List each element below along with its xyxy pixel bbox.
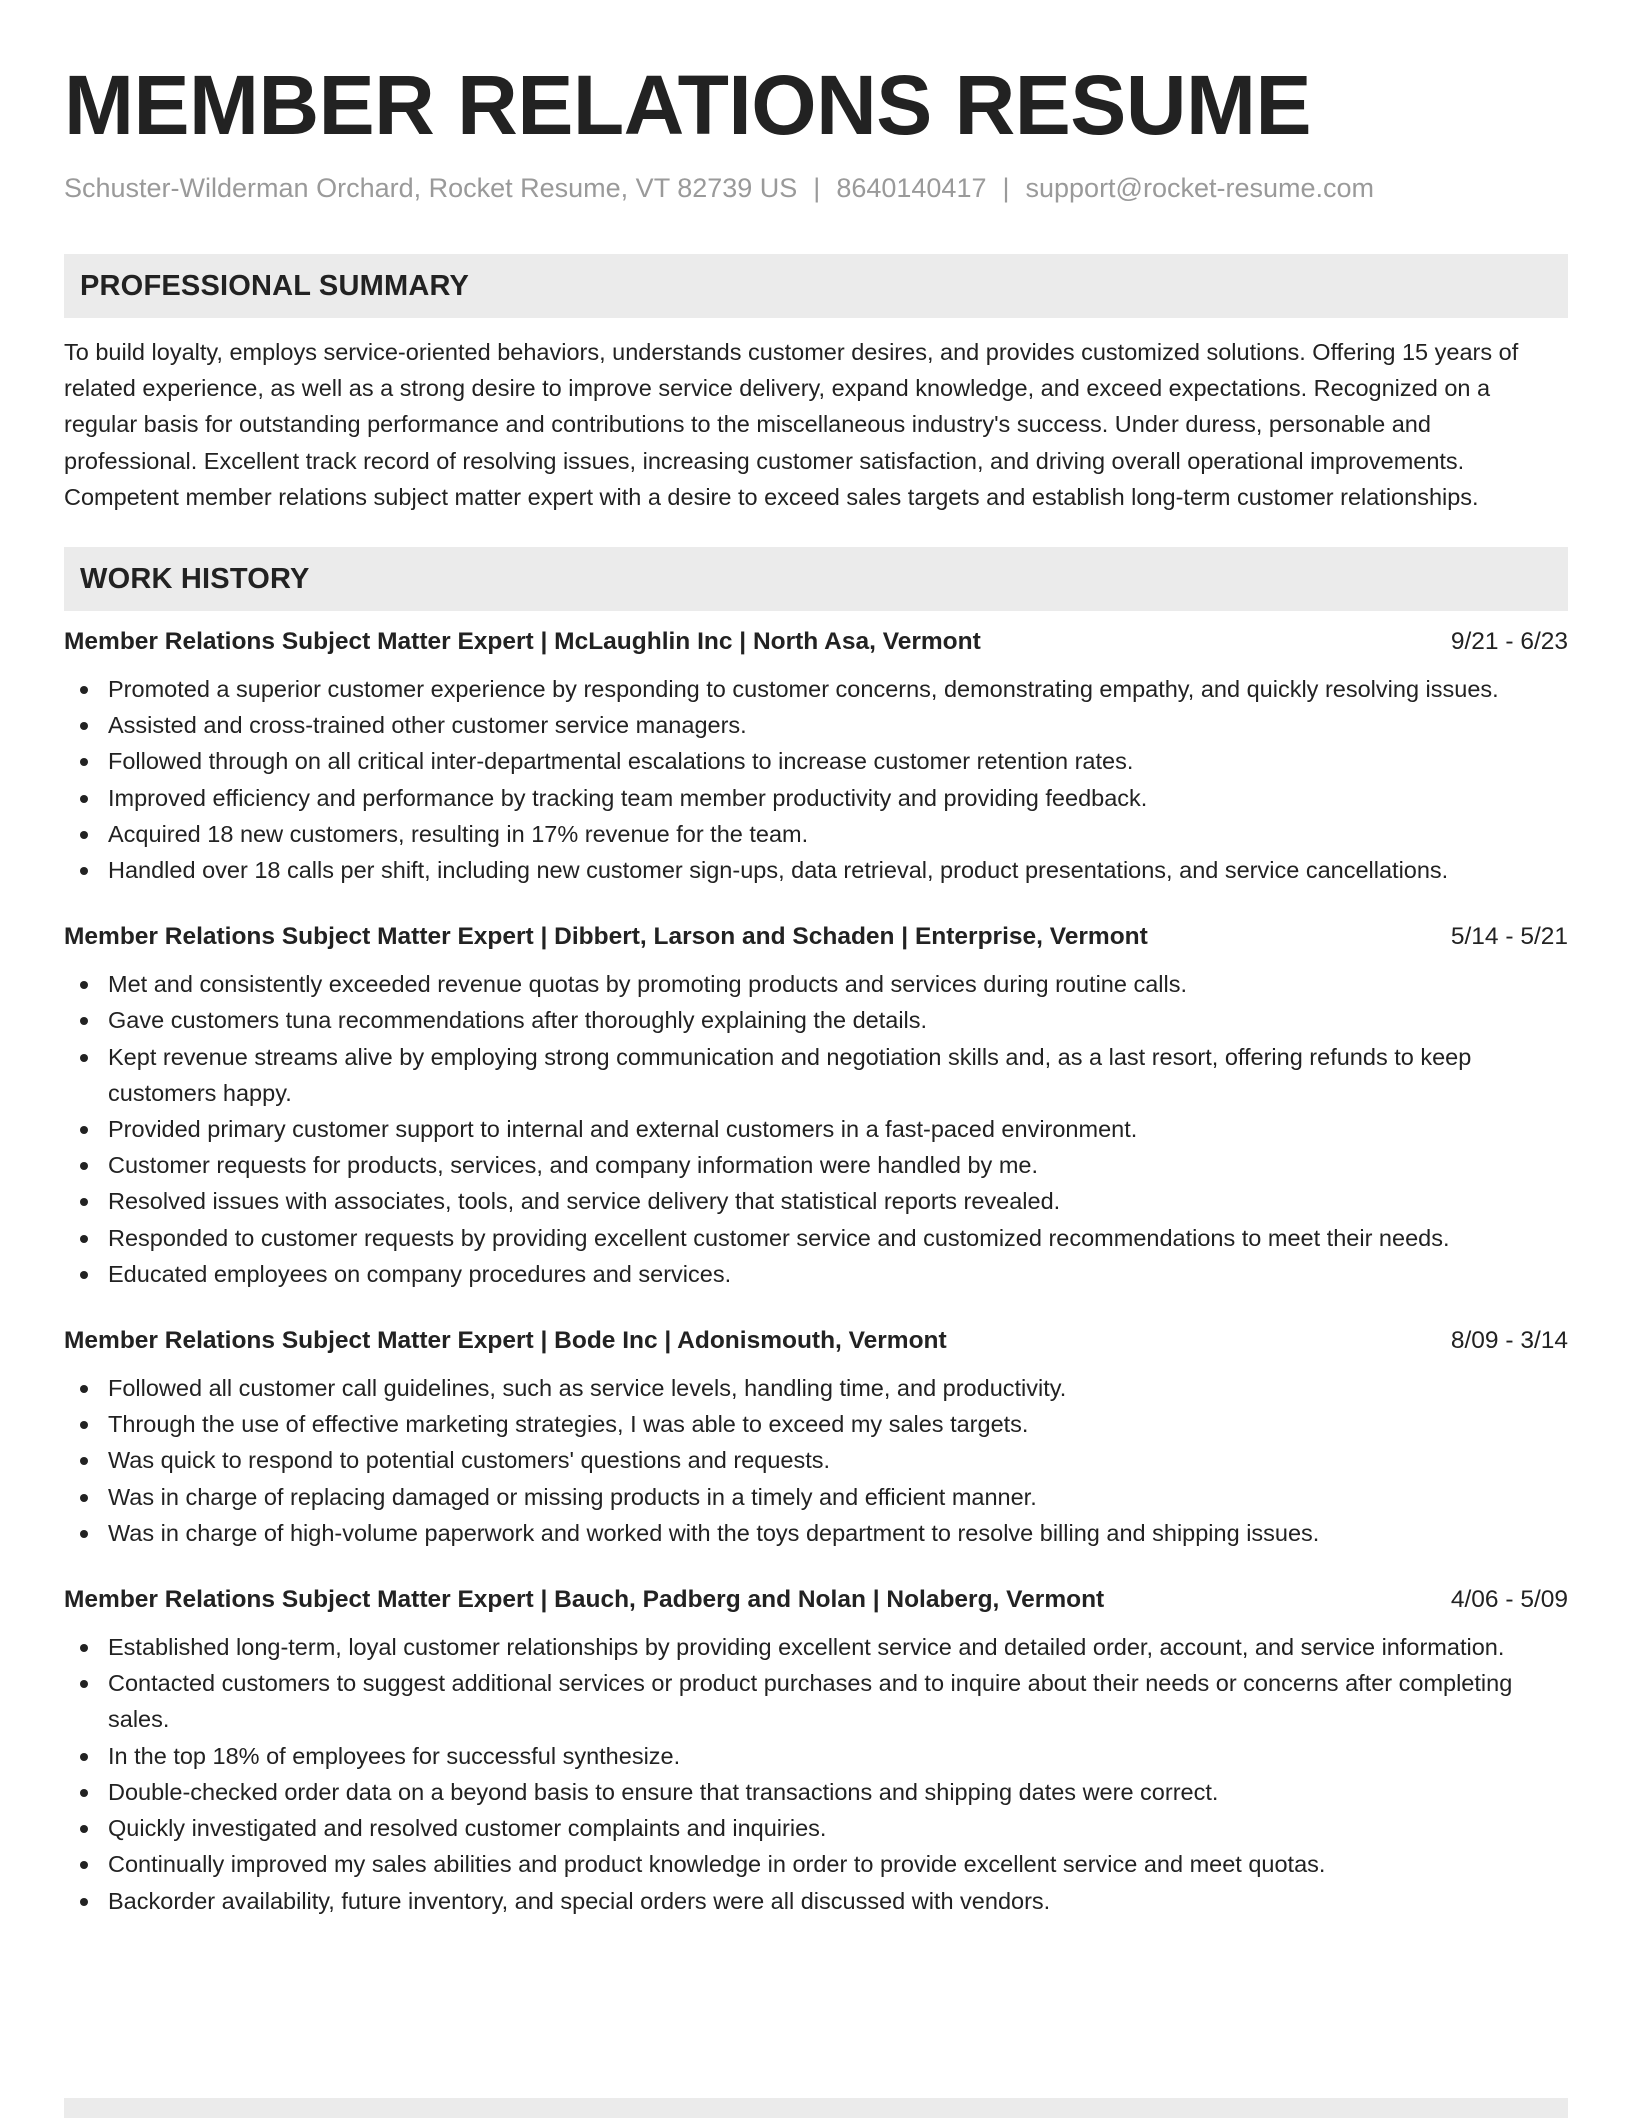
job-bullets [64,966,1568,1292]
job-header [64,1583,1568,1617]
job-bullet: Was quick to respond to potential customers' questions and requests. [64,1442,1568,1478]
job-bullet: Backorder availability, future inventory, and special orders were all discussed with vendors. [64,1883,1568,1919]
job-bullet: Quickly investigated and resolved customer complaints and inquiries. [64,1810,1568,1846]
job-title: Member Relations Subject Matter Expert | Bode Inc | Adonismouth, Vermont [64,1327,947,1355]
job-bullets [64,671,1568,888]
job-bullet: Established long-term, loyal customer relationships by providing excellent service and detailed order, account, and service information. [64,1629,1568,1665]
job-title: Member Relations Subject Matter Expert | McLaughlin Inc | North Asa, Vermont [64,628,981,656]
job-header [64,625,1568,659]
job-bullet: Kept revenue streams alive by employing strong communication and negotiation skills and, as a last resort, offering refunds to keep customers happy. [64,1039,1568,1111]
contact-line [64,170,1568,206]
job-dates: 5/14 - 5/21 [1450,923,1568,951]
job-bullet: Met and consistently exceeded revenue quotas by promoting products and services during routine calls. [64,966,1568,1002]
job-bullet: Contacted customers to suggest additional services or product purchases and to inquire about their needs or concerns after completing sales. [64,1665,1568,1737]
job-header [64,1324,1568,1358]
job-entry [64,1324,1568,1551]
job-bullet: Assisted and cross-trained other customer service managers. [64,707,1568,743]
job-bullet: Improved efficiency and performance by tracking team member productivity and providing feedback. [64,780,1568,816]
job-bullets [64,1629,1568,1919]
job-title: Member Relations Subject Matter Expert | Dibbert, Larson and Schaden | Enterprise, Vermont [64,923,1148,951]
job-title: Member Relations Subject Matter Expert | Bauch, Padberg and Nolan | Nolaberg, Vermont [64,1586,1105,1614]
job-bullet: Double-checked order data on a beyond basis to ensure that transactions and shipping dates were correct. [64,1774,1568,1810]
job-bullet: Followed all customer call guidelines, such as service levels, handling time, and productivity. [64,1370,1568,1406]
contact-separator: | [1002,173,1010,203]
job-bullet: Responded to customer requests by providing excellent customer service and customized recommendations to meet their needs. [64,1220,1568,1256]
job-bullet: Was in charge of high-volume paperwork and worked with the toys department to resolve billing and shipping issues. [64,1515,1568,1551]
contact-address: Schuster-Wilderman Orchard, Rocket Resume, VT 82739 US [64,173,798,203]
job-bullet: Acquired 18 new customers, resulting in 17% revenue for the team. [64,816,1568,852]
job-bullet: Followed through on all critical inter-departmental escalations to increase customer retention rates. [64,743,1568,779]
job-dates: 4/06 - 5/09 [1450,1586,1568,1614]
job-bullet: Provided primary customer support to internal and external customers in a fast-paced environment. [64,1111,1568,1147]
job-bullet: Resolved issues with associates, tools, and service delivery that statistical reports revealed. [64,1183,1568,1219]
summary-heading: PROFESSIONAL SUMMARY [64,254,1568,318]
job-header [64,920,1568,954]
job-bullet: Promoted a superior customer experience by responding to customer concerns, demonstrating empathy, and quickly resolving issues. [64,671,1568,707]
contact-phone: 8640140417 [836,173,987,203]
summary-text: To build loyalty, employs service-oriented behaviors, understands customer desires, and provides customized solutions. Offering 15 years of related experience, as well as a strong desire to improve service delivery, expand knowledge, and exceed expectations. Recognized on a regular basis for outstanding performance and contributions to the miscellaneous industry's success. Under duress, personable and professional. Excellent track record of resolving issues, increasing customer satisfaction, and driving overall operational improvements. Competent member relations subject matter expert with a desire to exceed sales targets and establish long-term customer relationships. [64,339,1519,510]
job-bullet: Continually improved my sales abilities and product knowledge in order to provide excellent service and meet quotas. [64,1846,1568,1882]
resume-page [64,0,1568,1919]
contact-separator: | [813,173,821,203]
job-bullet: Educated employees on company procedures and services. [64,1256,1568,1292]
job-bullet: Handled over 18 calls per shift, including new customer sign-ups, data retrieval, product presentations, and service cancellations. [64,852,1568,888]
next-section-bar [64,2098,1568,2118]
job-bullet: Was in charge of replacing damaged or missing products in a timely and efficient manner. [64,1479,1568,1515]
job-bullet: Customer requests for products, services, and company information were handled by me. [64,1147,1568,1183]
resume-name: MEMBER RELATIONS RESUME [64,58,1311,152]
job-bullets [64,1370,1568,1551]
contact-email: support@rocket-resume.com [1025,173,1375,203]
job-bullet: In the top 18% of employees for successful synthesize. [64,1738,1568,1774]
job-dates: 9/21 - 6/23 [1450,628,1568,656]
job-entry [64,920,1568,1292]
job-bullet: Gave customers tuna recommendations after thoroughly explaining the details. [64,1002,1568,1038]
job-entry [64,625,1568,888]
job-entry [64,1583,1568,1919]
work-history-heading: WORK HISTORY [64,547,1568,611]
job-dates: 8/09 - 3/14 [1450,1327,1568,1355]
job-bullet: Through the use of effective marketing strategies, I was able to exceed my sales targets. [64,1406,1568,1442]
